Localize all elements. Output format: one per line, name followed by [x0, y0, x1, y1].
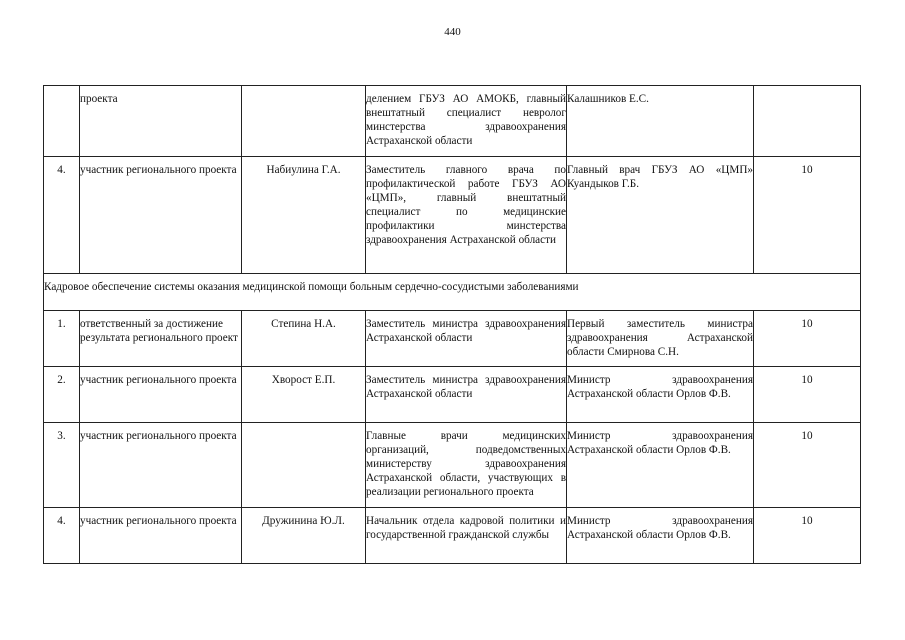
row-number: 2.: [44, 367, 80, 423]
points-cell: 10: [754, 311, 861, 367]
role-cell: проекта: [80, 86, 242, 157]
points-cell: [754, 86, 861, 157]
page-number: 440: [444, 26, 461, 38]
supervisor-cell: Министр здравоохранения Астраханской области Орлов Ф.В.: [567, 508, 754, 564]
role-cell: участник регионального проекта: [80, 508, 242, 564]
table-row: [44, 423, 861, 508]
name-cell: Степина Н.А.: [242, 311, 366, 367]
section-row: [44, 274, 861, 311]
table-row: [44, 508, 861, 564]
table-row: [44, 367, 861, 423]
points-cell: 10: [754, 423, 861, 508]
role-cell: участник регионального проекта: [80, 157, 242, 274]
name-cell: Набиулина Г.А.: [242, 157, 366, 274]
table-row: [44, 311, 861, 367]
role-cell: ответственный за достижение результата регионального проект: [80, 311, 242, 367]
position-cell: Заместитель главного врача по профилактической работе ГБУЗ АО «ЦМП», главный внештатный специалист по медицинские профилактики минстерства здравоохранения Астраханской области: [366, 157, 567, 274]
position-cell: делением ГБУЗ АО АМОКБ, главный внештатный специалист невролог минстерства здравоохранения Астраханской области: [366, 86, 567, 157]
supervisor-cell: Министр здравоохранения Астраханской области Орлов Ф.В.: [567, 423, 754, 508]
name-cell: Хворост Е.П.: [242, 367, 366, 423]
row-number: [44, 86, 80, 157]
name-cell: [242, 86, 366, 157]
table-row: [44, 157, 861, 274]
table-row: [44, 86, 861, 157]
name-cell: Дружинина Ю.Л.: [242, 508, 366, 564]
position-cell: Начальник отдела кадровой политики и государственной гражданской службы: [366, 508, 567, 564]
row-number: 4.: [44, 508, 80, 564]
row-number: 4.: [44, 157, 80, 274]
supervisor-cell: Министр здравоохранения Астраханской области Орлов Ф.В.: [567, 367, 754, 423]
position-cell: Заместитель министра здравоохранения Астраханской области: [366, 367, 567, 423]
section-title: Кадровое обеспечение системы оказания медицинской помощи больным сердечно-сосудистыми заболеваниями: [44, 274, 861, 311]
supervisor-cell: Главный врач ГБУЗ АО «ЦМП» Куандыков Г.Б.: [567, 157, 754, 274]
position-cell: Главные врачи медицинских организаций, подведомственных министерству здравоохранения Астраханской области, участвующих в реализации регионального проекта: [366, 423, 567, 508]
points-cell: 10: [754, 157, 861, 274]
row-number: 1.: [44, 311, 80, 367]
row-number: 3.: [44, 423, 80, 508]
points-cell: 10: [754, 367, 861, 423]
points-cell: 10: [754, 508, 861, 564]
position-cell: Заместитель министра здравоохранения Астраханской области: [366, 311, 567, 367]
role-cell: участник регионального проекта: [80, 367, 242, 423]
supervisor-cell: Калашников Е.С.: [567, 86, 754, 157]
supervisor-cell: Первый заместитель министра здравоохранения Астраханской области Смирнова С.Н.: [567, 311, 754, 367]
responsibility-table: [43, 85, 861, 564]
name-cell: [242, 423, 366, 508]
role-cell: участник регионального проекта: [80, 423, 242, 508]
